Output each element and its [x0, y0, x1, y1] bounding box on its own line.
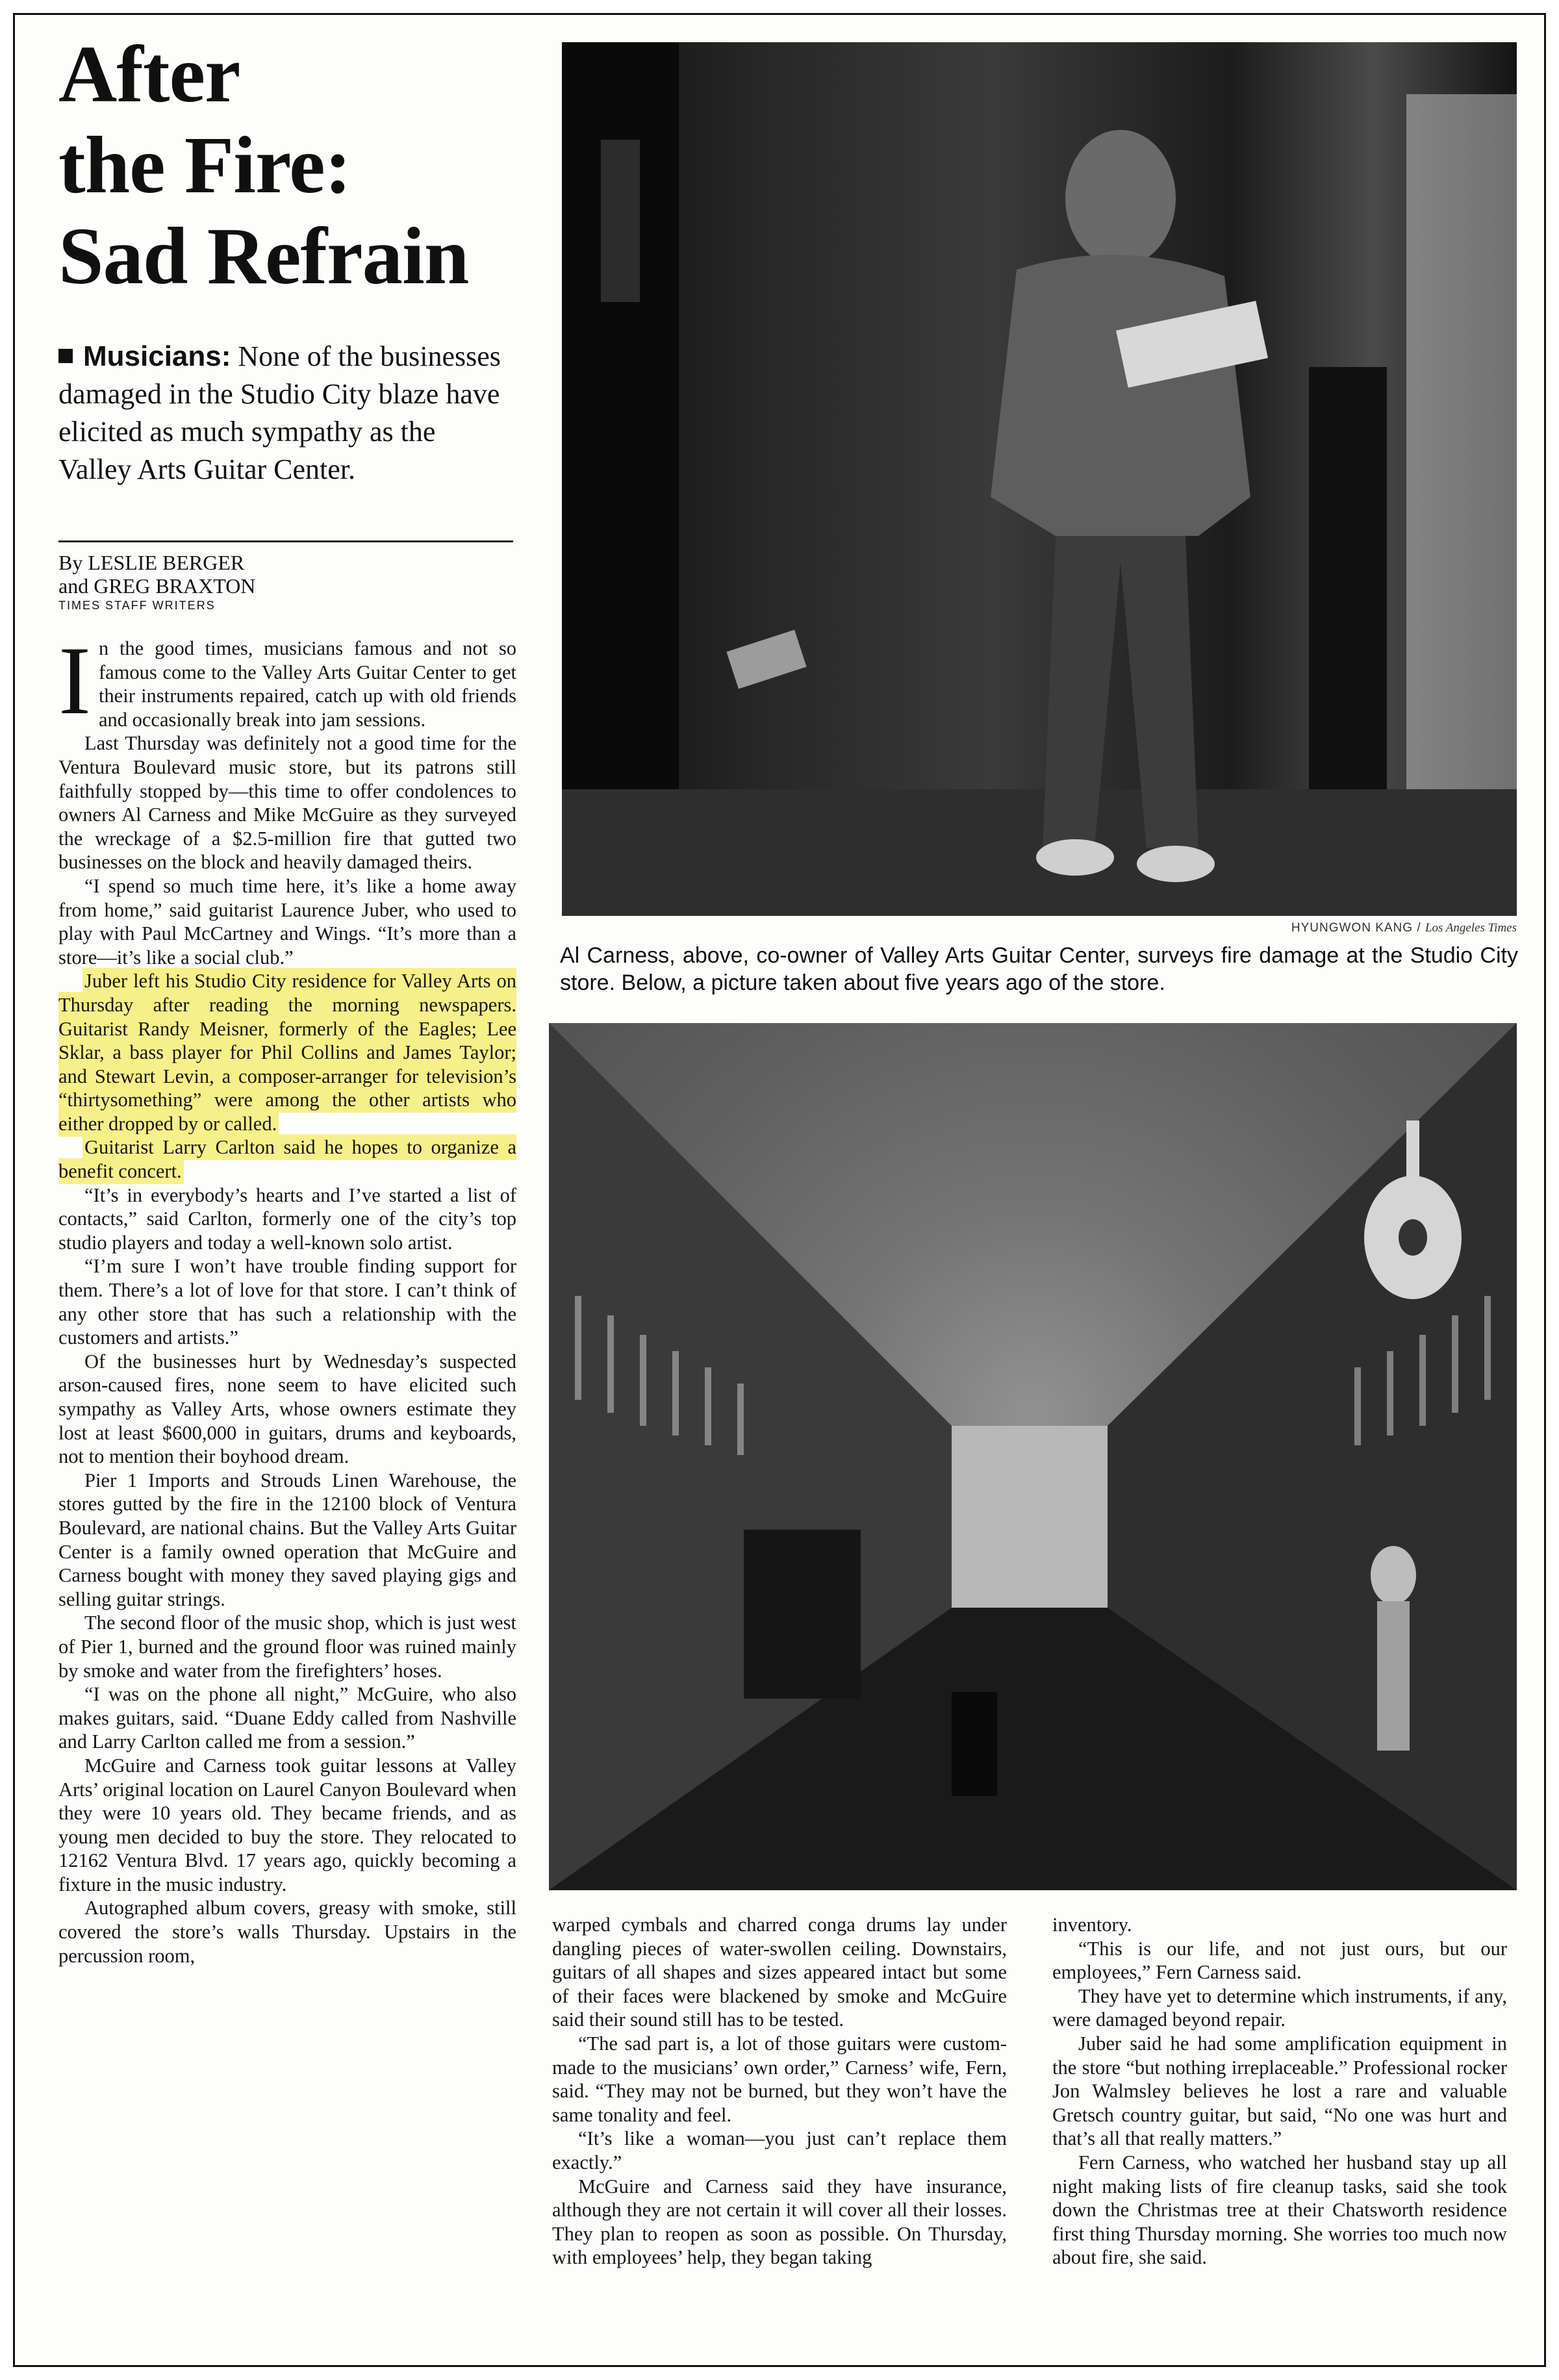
highlight-text: Juber left his Studio City residence for Valley Arts on Thursday after reading the morning newspapers. Guitarist Randy Meisner, formerly of the Eagles; Lee Sklar, a bass player for Phil Collins and James Taylor; and Stewart Levin, a composer-arranger for television’s “thirtysomething” were among the other artists who either dropped by or called. [58, 970, 516, 1135]
photo-credit [1039, 921, 1517, 935]
article-column-3 [1052, 1913, 1507, 2342]
photo-store-drawing [549, 1023, 1517, 1890]
photo-carness-surveying-damage [562, 42, 1517, 916]
deck-text: None of the businesses damaged in the Studio City blaze have elicited as much sympathy as the Valley Arts Guitar Center. [58, 340, 501, 485]
photo-store-interior [549, 1023, 1517, 1890]
paragraph: “It’s like a woman—you just can’t replace them exactly.” [552, 2127, 1007, 2173]
byline-name-1: By LESLIE BERGER [58, 551, 245, 574]
headline-line-2: the Fire: [58, 121, 351, 210]
paragraph: inventory. [1052, 1914, 1132, 1936]
paragraph: Last Thursday was definitely not a good time for the Ventura Boulevard music store, but its patrons still faithfully stopped by—this time to offer condolences to owners Al Carness and Mike McGuire as they surveyed the wreckage of a $2.5-million fire that gutted two businesses on the block and heavily damaged theirs. [58, 732, 516, 874]
paragraph: “I spend so much time here, it’s like a home away from home,” said guitarist Laurence Juber, who used to play with Paul McCartney and Wings. “It’s more than a store—it’s like a social club.” [58, 874, 516, 968]
highlighted-paragraph [58, 1135, 516, 1183]
paragraph: “The sad part is, a lot of those guitars were custom-made to the musicians’ own order,” Carness’ wife, Fern, said. “They may not be burned, but they won’t have the same tonality and feel. [552, 2032, 1007, 2126]
article-column-1 [58, 637, 516, 2351]
paragraph: “I was on the phone all night,” McGuire, who also makes guitars, said. “Duane Eddy called from Nashville and Larry Carlton called me from a session.” [58, 1683, 516, 1753]
headline-line-1: After [58, 30, 240, 120]
paragraph: Autographed album covers, greasy with smoke, still covered the store’s walls Thursday. Upstairs in the percussion room, [58, 1897, 516, 1967]
photo-carness-drawing [562, 42, 1517, 916]
photo-caption: Al Carness, above, co-owner of Valley Arts Guitar Center, surveys fire damage at the Studio City store. Below, a picture taken about five years ago of the store. [560, 943, 1518, 995]
headline [58, 29, 526, 302]
paragraph: “This is our life, and not just ours, but our employees,” Fern Carness said. [1052, 1937, 1507, 1984]
byline-staff: TIMES STAFF WRITERS [58, 599, 216, 612]
paragraph: Of the businesses hurt by Wednesday’s suspected arson-caused fires, none seem to have elicited such sympathy as Valley Arts, whose owners estimate they lost at least $600,000 in guitars, drums and keyboards, not to mention their boyhood dream. [58, 1350, 516, 1468]
byline-name-2: and GREG BRAXTON [58, 574, 256, 598]
article-column-2 [552, 1913, 1007, 2342]
paragraph: McGuire and Carness said they have insurance, although they are not certain it will cover all their losses. They plan to reopen as soon as possible. On Thursday, with employees’ help, they began taking [552, 2175, 1007, 2269]
paragraph: “I’m sure I won’t have trouble finding support for them. There’s a lot of love for that store. I can’t think of any other store that has such a relationship with the customers and artists.” [58, 1255, 516, 1349]
deck [58, 338, 513, 488]
byline-rule [58, 540, 513, 542]
paragraph: McGuire and Carness took guitar lessons at Valley Arts’ original location on Laurel Canyon Boulevard when they were 10 years old. They became friends, and as young men decided to buy the store. They relocated to 12162 Ventura Blvd. 17 years ago, quickly becoming a fixture in the music industry. [58, 1754, 516, 1895]
paragraph: “It’s in everybody’s hearts and I’ve started a list of contacts,” said Carlton, formerly one of the city’s top studio players and today a well-known solo artist. [58, 1184, 516, 1254]
paragraph: Fern Carness, who watched her husband stay up all night making lists of fire cleanup tasks, said she took down the Christmas tree at their Chatsworth residence first thing Thursday morning. She worries too much now about fire, she said. [1052, 2151, 1507, 2269]
paragraph: Juber said he had some amplification equipment in the store “but nothing irreplaceable.” Professional rocker Jon Walmsley believes he lost a rare and valuable Gretsch country guitar, but said, “No one was hurt and that’s all that really matters.” [1052, 2032, 1507, 2150]
paragraph: Pier 1 Imports and Strouds Linen Warehouse, the stores gutted by the fire in the 12100 block of Ventura Boulevard, are national chains. But the Valley Arts Guitar Center is a family owned operation that McGuire and Carness bought with money they saved playing gigs and selling guitar strings. [58, 1469, 516, 1610]
paragraph: warped cymbals and charred conga drums lay under dangling pieces of water-swollen ceiling. Downstairs, guitars of all shapes and sizes appeared intact but some of their faces were blackened by smoke and McGuire said their sound still has to be tested. [552, 1914, 1007, 2031]
credit-name: HYUNGWON KANG / [1291, 921, 1421, 935]
bullet-square-icon [58, 349, 73, 363]
drop-cap: I [58, 637, 91, 735]
credit-org: Los Angeles Times [1425, 921, 1517, 935]
paragraph: They have yet to determine which instruments, if any, were damaged beyond repair. [1052, 1984, 1507, 2031]
headline-line-3: Sad Refrain [58, 212, 469, 301]
highlighted-paragraph [58, 969, 516, 1135]
paragraph [58, 637, 516, 735]
paragraph: The second floor of the music shop, which is just west of Pier 1, burned and the ground floor was ruined mainly by smoke and water from the firefighters’ hoses. [58, 1612, 516, 1682]
paragraph-text: n the good times, musicians famous and not so famous come to the Valley Arts Guitar Center to get their instruments repaired, catch up with old friends and occasionally break into jam sessions. [98, 637, 516, 731]
byline [58, 551, 513, 613]
highlight-text: Guitarist Larry Carlton said he hopes to organize a benefit concert. [58, 1136, 516, 1183]
deck-tag: Musicians: [83, 340, 231, 372]
